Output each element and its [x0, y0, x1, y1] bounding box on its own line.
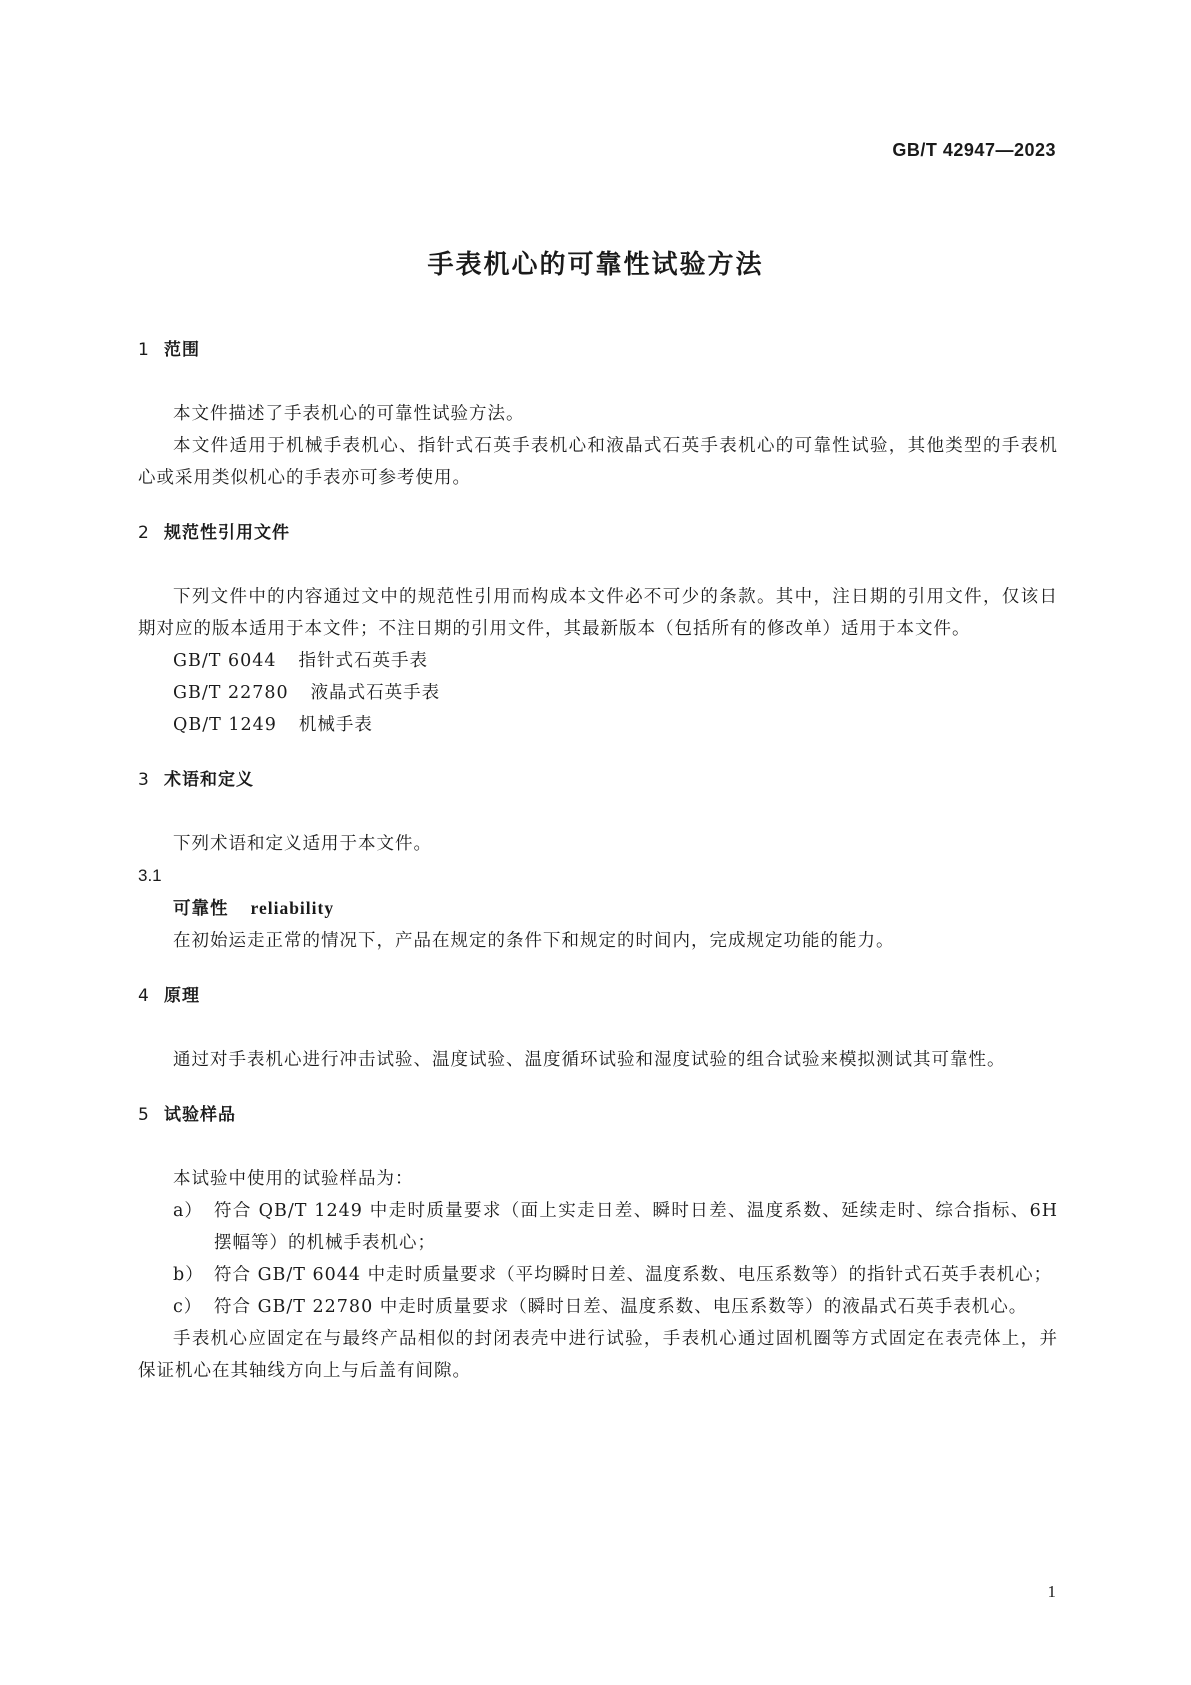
term-english: reliability — [250, 898, 335, 918]
section-title: 原理 — [164, 986, 200, 1006]
paragraph: 下列术语和定义适用于本文件。 — [173, 834, 432, 854]
document-body — [138, 340, 1058, 1387]
reference-item — [138, 677, 1058, 709]
section-5-heading — [138, 1105, 1058, 1125]
term-number: 3.1 — [138, 866, 162, 885]
reference-name: 机械手表 — [298, 715, 373, 735]
term-entry — [138, 892, 1058, 925]
reference-name: 液晶式石英手表 — [310, 683, 441, 703]
section-title: 术语和定义 — [164, 770, 254, 790]
paragraph: 下列文件中的内容通过文中的规范性引用而构成本文件必不可少的条款。其中，注日期的引用文件，仅该日期对应的版本适用于本文件；不注日期的引用文件，其最新版本（包括所有的修改单）适用于本文件。 — [138, 587, 1058, 639]
sample-list — [138, 1195, 1058, 1323]
list-text: 符合 GB/T 6044 中走时质量要求（平均瞬时日差、温度系数、电压系数等）的指针式石英手表机心； — [214, 1265, 1053, 1285]
paragraph: 手表机心应固定在与最终产品相似的封闭表壳中进行试验，手表机心通过固机圈等方式固定在表壳体上，并保证机心在其轴线方向上与后盖有间隙。 — [138, 1329, 1058, 1381]
list-item — [138, 1195, 1058, 1259]
document-title: 手表机心的可靠性试验方法 — [427, 250, 764, 280]
reference-item — [138, 645, 1058, 677]
section-title: 范围 — [164, 340, 200, 360]
section-number: 3 — [138, 770, 150, 790]
paragraph: 本文件适用于机械手表机心、指针式石英手表机心和液晶式石英手表机心的可靠性试验，其他类型的手表机心或采用类似机心的手表亦可参考使用。 — [138, 436, 1058, 488]
section-4-heading — [138, 986, 1058, 1006]
list-item — [138, 1291, 1058, 1323]
list-marker: a） — [173, 1201, 203, 1221]
paragraph: 本试验中使用的试验样品为： — [173, 1169, 414, 1189]
reference-code: GB/T 22780 — [173, 683, 289, 703]
section-3-heading — [138, 770, 1058, 790]
standard-code: GB/T 42947—2023 — [892, 140, 1056, 160]
section-number: 1 — [138, 340, 150, 360]
reference-code: GB/T 6044 — [173, 651, 277, 671]
paragraph: 通过对手表机心进行冲击试验、温度试验、温度循环试验和湿度试验的组合试验来模拟测试其可靠性。 — [173, 1050, 1006, 1070]
section-2-heading — [138, 523, 1058, 543]
term-chinese: 可靠性 — [173, 899, 229, 919]
term-definition: 在初始运走正常的情况下，产品在规定的条件下和规定的时间内，完成规定功能的能力。 — [173, 931, 895, 951]
list-marker: b） — [173, 1265, 204, 1285]
list-item — [138, 1259, 1058, 1291]
reference-name: 指针式石英手表 — [298, 651, 429, 671]
section-title: 规范性引用文件 — [164, 523, 290, 543]
section-title: 试验样品 — [164, 1105, 236, 1125]
section-number: 2 — [138, 523, 150, 543]
section-number: 5 — [138, 1105, 150, 1125]
list-text: 符合 QB/T 1249 中走时质量要求（面上实走日差、瞬时日差、温度系数、延续走时、综合指标、6H 摆幅等）的机械手表机心； — [214, 1201, 1058, 1253]
paragraph: 本文件描述了手表机心的可靠性试验方法。 — [173, 404, 525, 424]
reference-code: QB/T 1249 — [173, 715, 277, 735]
list-marker: c） — [173, 1297, 203, 1317]
list-text: 符合 GB/T 22780 中走时质量要求（瞬时日差、温度系数、电压系数等）的液晶式石英手表机心。 — [214, 1297, 1028, 1317]
section-1-heading — [138, 340, 1058, 360]
section-number: 4 — [138, 986, 150, 1006]
reference-item — [138, 709, 1058, 741]
page-number: 1 — [1047, 1582, 1056, 1601]
